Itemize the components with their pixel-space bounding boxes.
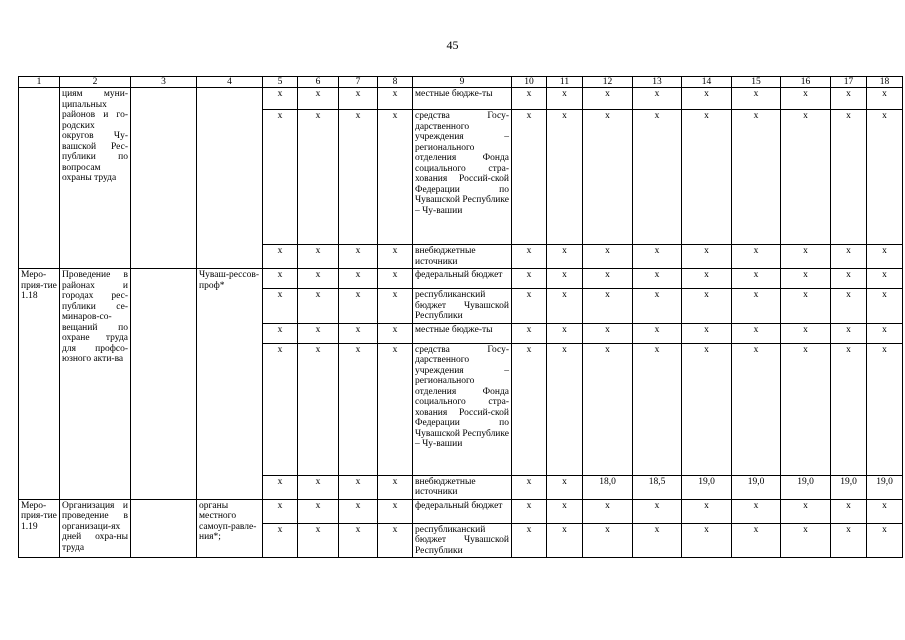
year-value: х: [633, 523, 682, 558]
year-value: х: [732, 499, 781, 523]
column-number: 3: [131, 77, 197, 88]
budget-code-cell: х: [339, 245, 378, 269]
budget-code-cell: х: [339, 523, 378, 558]
year-value: х: [547, 88, 583, 110]
year-value: х: [867, 499, 903, 523]
year-value: х: [547, 523, 583, 558]
year-value: х: [682, 245, 732, 269]
year-value: х: [547, 323, 583, 343]
year-value: х: [583, 289, 633, 324]
year-value: х: [831, 269, 867, 289]
budget-code-cell: х: [298, 343, 339, 475]
budget-code-cell: х: [298, 499, 339, 523]
budget-code-cell: х: [298, 475, 339, 499]
year-value: х: [867, 323, 903, 343]
budget-code-cell: х: [339, 269, 378, 289]
year-value: х: [867, 88, 903, 110]
page-number: 45: [446, 38, 459, 52]
responsible-executor: [131, 269, 197, 500]
budget-code-cell: х: [378, 499, 413, 523]
year-value: х: [732, 343, 781, 475]
year-value: х: [547, 245, 583, 269]
column-number: 16: [781, 77, 831, 88]
year-value: 19,0: [682, 475, 732, 499]
column-number: 11: [547, 77, 583, 88]
table-row: [19, 499, 903, 523]
column-number: 8: [378, 77, 413, 88]
year-value: х: [831, 289, 867, 324]
year-value: х: [512, 245, 547, 269]
funding-source: местные бюдже-ты: [413, 88, 512, 110]
year-value: х: [512, 269, 547, 289]
budget-code-cell: х: [378, 269, 413, 289]
year-value: х: [867, 523, 903, 558]
column-number: 6: [298, 77, 339, 88]
year-value: х: [512, 110, 547, 245]
budget-code-cell: х: [339, 499, 378, 523]
year-value: х: [732, 269, 781, 289]
budget-code-cell: х: [298, 289, 339, 324]
year-value: х: [732, 245, 781, 269]
co-executors: [197, 88, 263, 269]
year-value: х: [732, 323, 781, 343]
year-value: х: [831, 343, 867, 475]
year-value: х: [512, 499, 547, 523]
year-value: х: [583, 88, 633, 110]
budget-code-cell: х: [263, 245, 298, 269]
column-number-row: [19, 77, 903, 88]
budget-code-cell: х: [339, 323, 378, 343]
table-row: [19, 88, 903, 110]
budget-code-cell: х: [378, 475, 413, 499]
activity-title: Проведение в районах и городах рес-публики се-минаров-со-вещаний по охране труда для профсо-юзного акти-ва: [60, 269, 131, 500]
year-value: 19,0: [781, 475, 831, 499]
year-value: х: [831, 523, 867, 558]
budget-code-cell: х: [378, 343, 413, 475]
funding-source: местные бюдже-ты: [413, 323, 512, 343]
budget-code-cell: х: [378, 523, 413, 558]
budget-code-cell: х: [298, 245, 339, 269]
year-value: х: [682, 289, 732, 324]
activity-number: Меро-прия-тие 1.18: [19, 269, 60, 500]
funding-source: республиканский бюджет Чувашской Республики: [413, 523, 512, 558]
year-value: х: [512, 88, 547, 110]
year-value: х: [583, 323, 633, 343]
year-value: х: [633, 88, 682, 110]
budget-code-cell: х: [339, 88, 378, 110]
column-number: 18: [867, 77, 903, 88]
year-value: х: [682, 523, 732, 558]
column-number: 5: [263, 77, 298, 88]
year-value: х: [867, 110, 903, 245]
activity-number: [19, 88, 60, 269]
year-value: 18,5: [633, 475, 682, 499]
year-value: х: [633, 323, 682, 343]
year-value: х: [633, 245, 682, 269]
year-value: х: [512, 289, 547, 324]
year-value: х: [732, 289, 781, 324]
budget-code-cell: х: [298, 110, 339, 245]
year-value: х: [732, 110, 781, 245]
year-value: х: [867, 245, 903, 269]
column-number: 7: [339, 77, 378, 88]
year-value: х: [547, 343, 583, 475]
year-value: х: [781, 499, 831, 523]
budget-code-cell: х: [263, 323, 298, 343]
responsible-executor: [131, 499, 197, 558]
column-number: 2: [60, 77, 131, 88]
budget-code-cell: х: [378, 245, 413, 269]
budget-code-cell: х: [263, 289, 298, 324]
year-value: х: [583, 499, 633, 523]
budget-code-cell: х: [339, 343, 378, 475]
budget-code-cell: х: [298, 88, 339, 110]
year-value: х: [732, 88, 781, 110]
budget-code-cell: х: [263, 475, 298, 499]
budget-code-cell: х: [298, 523, 339, 558]
year-value: х: [512, 523, 547, 558]
co-executors: Чуваш-рессов-проф*: [197, 269, 263, 500]
funding-source: федеральный бюджет: [413, 269, 512, 289]
year-value: 18,0: [583, 475, 633, 499]
year-value: х: [682, 499, 732, 523]
column-number: 13: [633, 77, 682, 88]
year-value: х: [682, 323, 732, 343]
year-value: х: [831, 110, 867, 245]
column-number: 10: [512, 77, 547, 88]
budget-code-cell: х: [378, 289, 413, 324]
year-value: х: [512, 323, 547, 343]
year-value: х: [682, 343, 732, 475]
budget-code-cell: х: [298, 269, 339, 289]
budget-code-cell: х: [378, 110, 413, 245]
year-value: 19,0: [831, 475, 867, 499]
year-value: х: [633, 499, 682, 523]
budget-code-cell: х: [378, 323, 413, 343]
budget-code-cell: х: [263, 88, 298, 110]
column-number: 9: [413, 77, 512, 88]
year-value: х: [781, 269, 831, 289]
budget-code-cell: х: [339, 110, 378, 245]
year-value: х: [732, 523, 781, 558]
year-value: х: [633, 269, 682, 289]
year-value: х: [781, 110, 831, 245]
year-value: х: [831, 245, 867, 269]
year-value: х: [583, 245, 633, 269]
co-executors: органы местного самоуп-равле-ния*;: [197, 499, 263, 558]
year-value: х: [583, 110, 633, 245]
year-value: х: [867, 289, 903, 324]
funding-source: республиканский бюджет Чувашской Республики: [413, 289, 512, 324]
year-value: х: [867, 343, 903, 475]
activity-number: Меро-прия-тие 1.19: [19, 499, 60, 558]
budget-code-cell: х: [298, 323, 339, 343]
year-value: х: [867, 269, 903, 289]
column-number: 14: [682, 77, 732, 88]
year-value: х: [781, 343, 831, 475]
funding-source: внебюджетные источники: [413, 245, 512, 269]
year-value: х: [682, 88, 732, 110]
funding-source: федеральный бюджет: [413, 499, 512, 523]
column-number: 17: [831, 77, 867, 88]
budget-code-cell: х: [263, 499, 298, 523]
funding-table: [18, 76, 903, 558]
budget-code-cell: х: [263, 269, 298, 289]
year-value: х: [633, 343, 682, 475]
year-value: х: [583, 269, 633, 289]
year-value: х: [547, 499, 583, 523]
year-value: х: [512, 343, 547, 475]
year-value: х: [583, 343, 633, 475]
column-number: 12: [583, 77, 633, 88]
year-value: х: [583, 523, 633, 558]
column-number: 4: [197, 77, 263, 88]
year-value: х: [831, 323, 867, 343]
budget-code-cell: х: [263, 523, 298, 558]
year-value: х: [547, 269, 583, 289]
year-value: х: [682, 269, 732, 289]
year-value: х: [781, 289, 831, 324]
table-row: [19, 269, 903, 289]
funding-source: средства Госу-дарственного учреждения – регионального отделения Фонда социального стра-хования Россий-ской Федерации по Чувашской Республике – Чу-вашии: [413, 110, 512, 245]
budget-code-cell: х: [339, 289, 378, 324]
year-value: х: [512, 475, 547, 499]
budget-code-cell: х: [378, 88, 413, 110]
year-value: х: [781, 323, 831, 343]
year-value: х: [633, 110, 682, 245]
year-value: 19,0: [732, 475, 781, 499]
year-value: х: [547, 110, 583, 245]
year-value: х: [547, 289, 583, 324]
activity-title: Организация и проведение в организаци-ях дней охра-ны труда: [60, 499, 131, 558]
column-number: 15: [732, 77, 781, 88]
year-value: х: [781, 245, 831, 269]
year-value: х: [781, 88, 831, 110]
activity-title: циям муни-ципальных районов и го-родских округов Чу-вашской Рес-публики по вопросам охраны труда: [60, 88, 131, 269]
budget-code-cell: х: [263, 343, 298, 475]
year-value: 19,0: [867, 475, 903, 499]
year-value: х: [831, 499, 867, 523]
year-value: х: [682, 110, 732, 245]
budget-code-cell: х: [339, 475, 378, 499]
year-value: х: [781, 523, 831, 558]
responsible-executor: [131, 88, 197, 269]
funding-source: средства Госу-дарственного учреждения – регионального отделения Фонда социального стра-хования Россий-ской Федерации по Чувашской Республике – Чу-вашии: [413, 343, 512, 475]
funding-source: внебюджетные источники: [413, 475, 512, 499]
year-value: х: [831, 88, 867, 110]
column-number: 1: [19, 77, 60, 88]
year-value: х: [633, 289, 682, 324]
year-value: х: [547, 475, 583, 499]
budget-code-cell: х: [263, 110, 298, 245]
